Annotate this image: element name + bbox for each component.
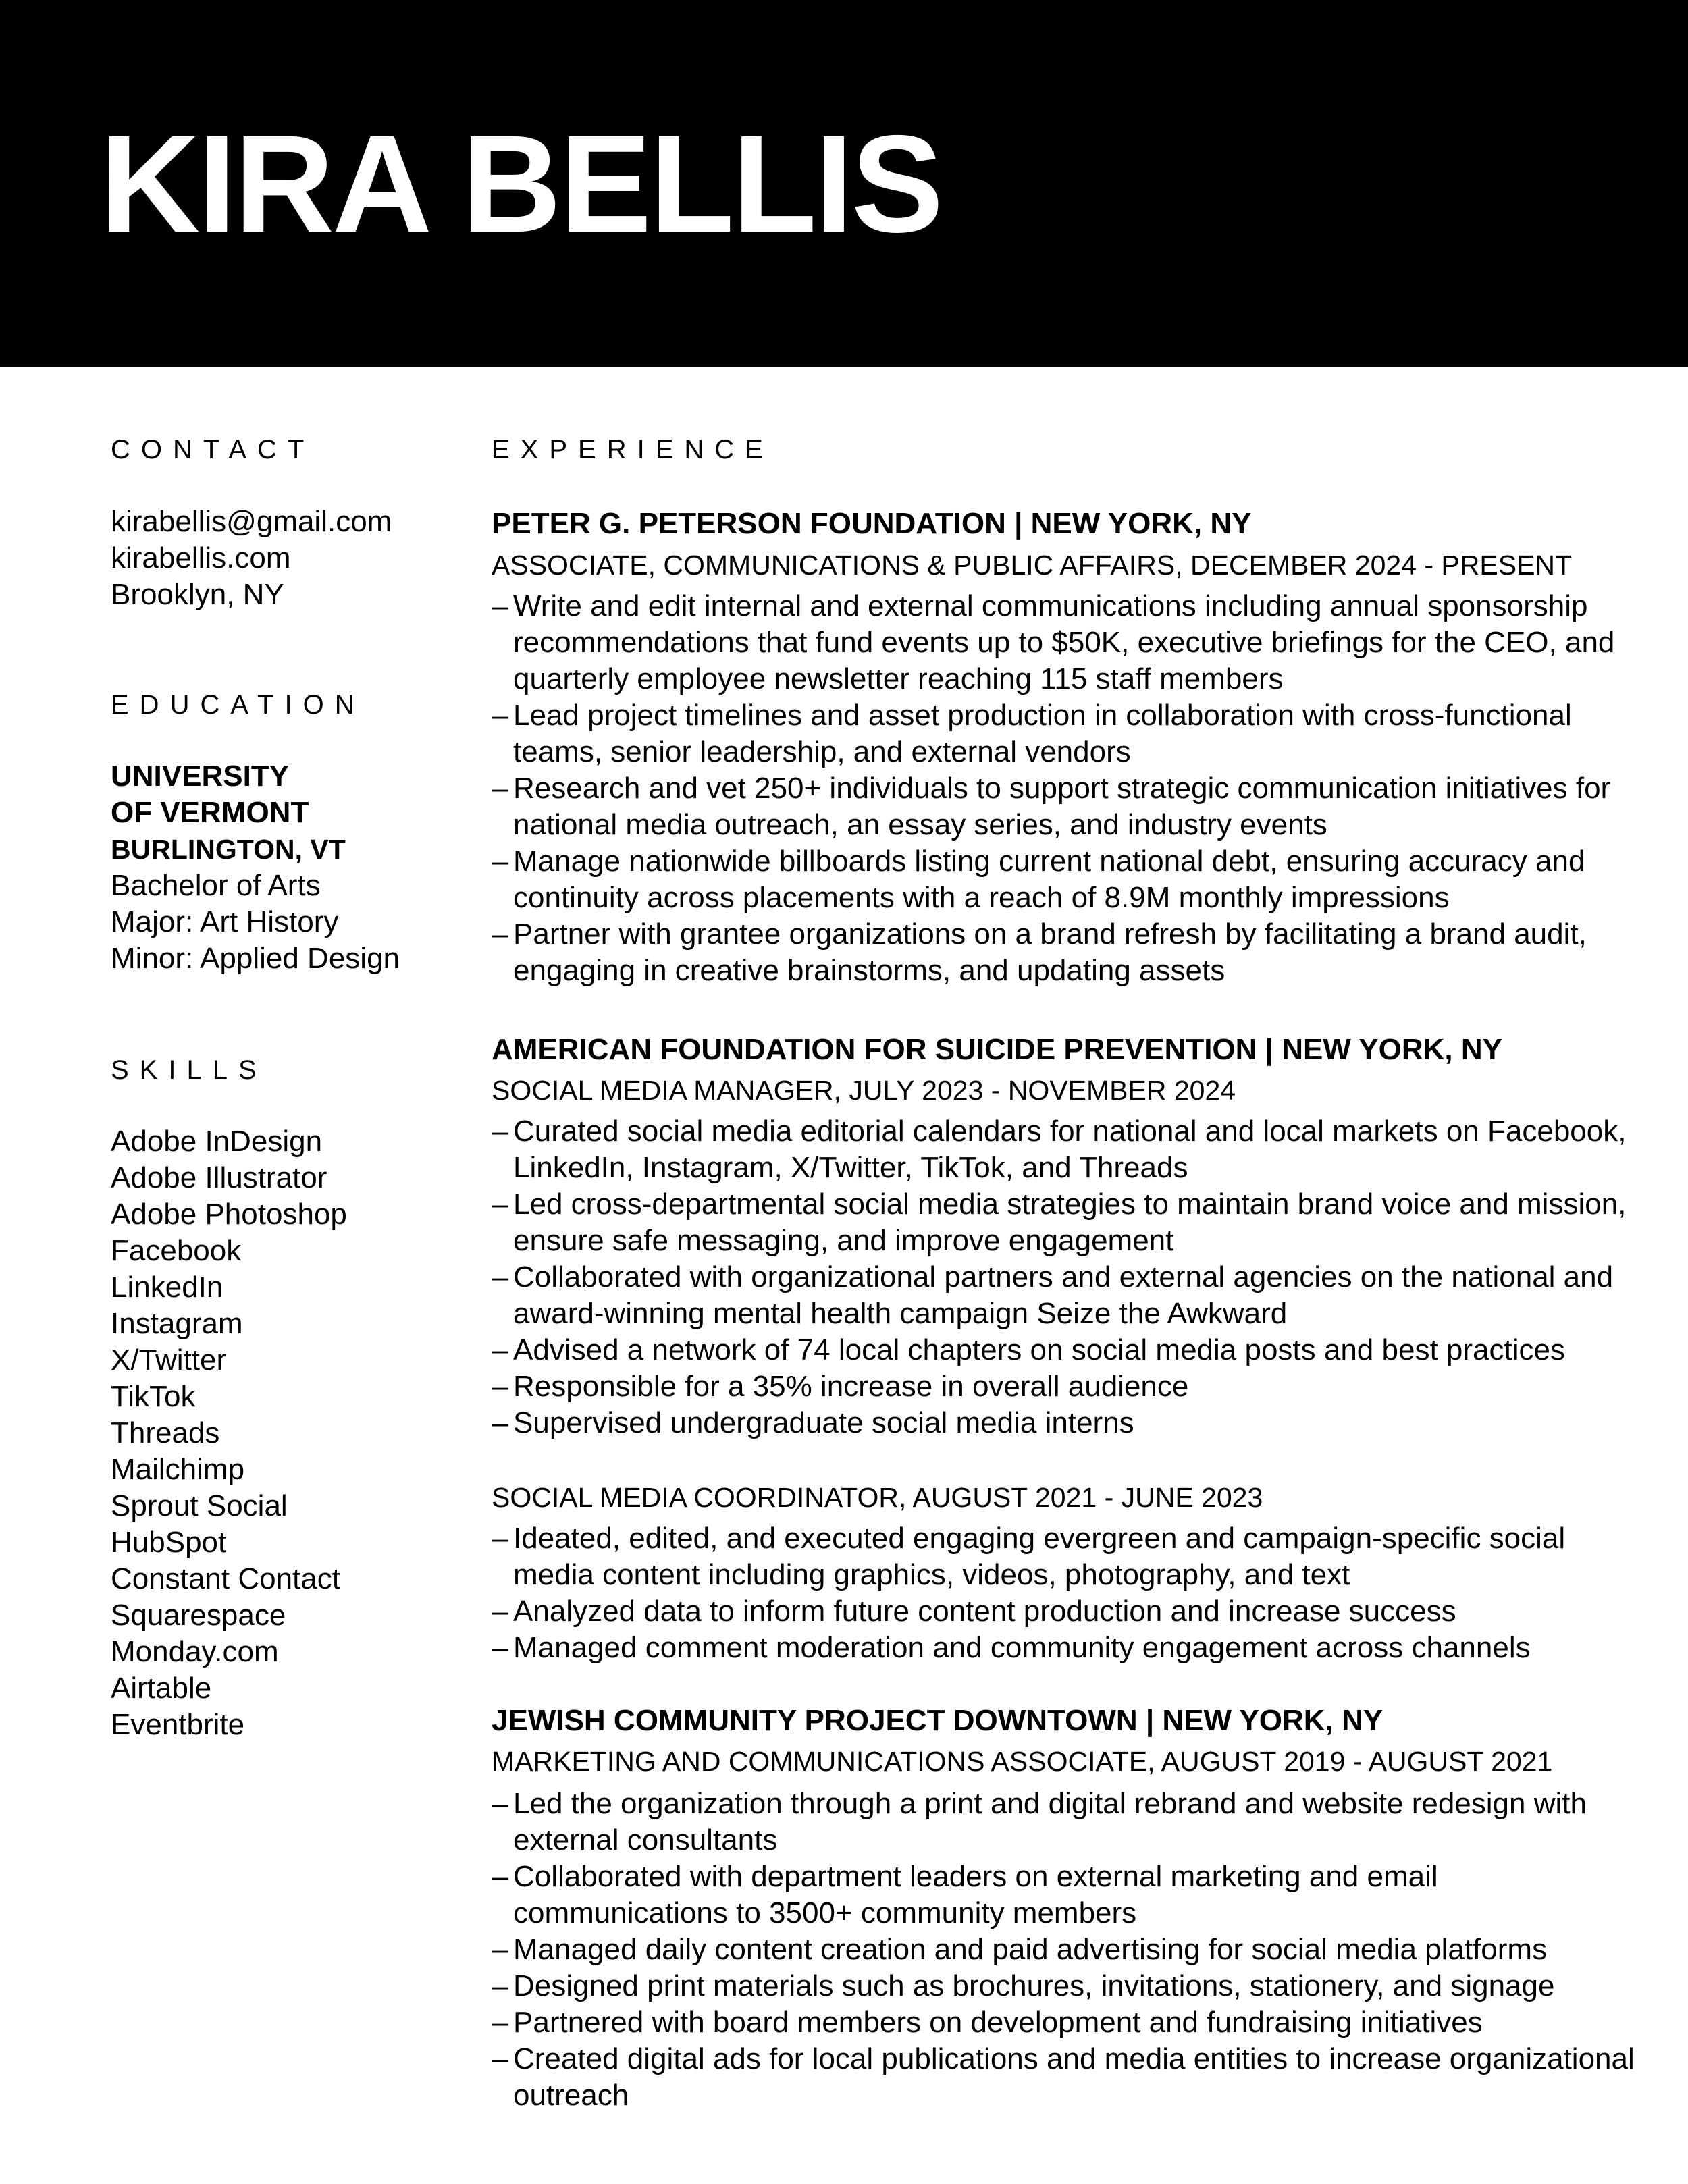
contact-section — [111, 504, 462, 613]
skill-item: Squarespace — [111, 1599, 286, 1632]
job-org: PETER G. PETERSON FOUNDATION | NEW YORK, NY — [492, 507, 1252, 540]
list-item: – Research and vet 250+ individuals to support strategic communication initiatives for national media outreach, an essay series, and industry events — [492, 770, 1639, 843]
job-role: MARKETING AND COMMUNICATIONS ASSOCIATE, AUGUST 2019 - AUGUST 2021 — [492, 1746, 1553, 1777]
skill-item: Eventbrite — [111, 1708, 245, 1741]
contact-email[interactable]: kirabellis@gmail.com — [111, 505, 392, 538]
list-item: – Designed print materials such as brochures, invitations, stationery, and signage — [492, 1968, 1639, 2004]
job-role: ASSOCIATE, COMMUNICATIONS & PUBLIC AFFAIRS, DECEMBER 2024 - PRESENT — [492, 550, 1573, 581]
list-item: – Ideated, edited, and executed engaging evergreen and campaign-specific social media content including graphics, videos, photography, and text — [492, 1520, 1639, 1593]
skill-item: HubSpot — [111, 1526, 227, 1559]
contact-location: Brooklyn, NY — [111, 578, 284, 611]
job-bullets — [492, 1113, 1639, 1441]
skill-item: Mailchimp — [111, 1453, 245, 1486]
skill-item: Airtable — [111, 1672, 212, 1705]
candidate-name: KIRA BELLIS — [100, 107, 942, 261]
list-item: – Collaborated with organizational partners and external agencies on the national and award-winning mental health campaign Seize the Awkward — [492, 1259, 1639, 1332]
school-city: BURLINGTON, VT — [111, 834, 346, 865]
job-role-secondary: SOCIAL MEDIA COORDINATOR, AUGUST 2021 - JUNE 2023 — [492, 1482, 1263, 1513]
list-item: – Led cross-departmental social media strategies to maintain brand voice and mission, ensure safe messaging, and improve engagement — [492, 1186, 1639, 1259]
list-item: – Analyzed data to inform future content production and increase success — [492, 1593, 1639, 1630]
job-bullets — [492, 588, 1639, 989]
list-item: – Partner with grantee organizations on a brand refresh by facilitating a brand audit, engaging in creative brainstorms, and updating assets — [492, 916, 1639, 989]
contact-website[interactable]: kirabellis.com — [111, 541, 291, 575]
list-item: – Manage nationwide billboards listing current national debt, ensuring accuracy and continuity across placements with a reach of 8.9M monthly impressions — [492, 843, 1639, 916]
experience-heading: EXPERIENCE — [492, 435, 774, 464]
header-banner — [0, 0, 1688, 367]
list-item: – Led the organization through a print and digital rebrand and website redesign with external consultants — [492, 1786, 1639, 1859]
list-item: – Curated social media editorial calendars for national and local markets on Facebook, LinkedIn, Instagram, X/Twitter, TikTok, and Threads — [492, 1113, 1639, 1186]
degree: Bachelor of Arts — [111, 869, 321, 902]
list-item: – Advised a network of 74 local chapters on social media posts and best practices — [492, 1332, 1639, 1368]
list-item: – Write and edit internal and external communications including annual sponsorship recommendations that fund events up to $50K, executive briefings for the CEO, and quarterly employee newsletter reaching 115 staff members — [492, 588, 1639, 697]
job-bullets-secondary — [492, 1520, 1639, 1666]
skill-item: Adobe Illustrator — [111, 1161, 327, 1194]
skill-item: LinkedIn — [111, 1271, 223, 1304]
school-name-line1: UNIVERSITY — [111, 760, 290, 793]
skill-item: Monday.com — [111, 1635, 279, 1668]
list-item: – Responsible for a 35% increase in overall audience — [492, 1368, 1639, 1405]
list-item: – Managed comment moderation and community engagement across channels — [492, 1630, 1639, 1666]
skill-item: Sprout Social — [111, 1489, 288, 1522]
education-heading: EDUCATION — [111, 690, 365, 720]
job-role: SOCIAL MEDIA MANAGER, JULY 2023 - NOVEMBER 2024 — [492, 1075, 1236, 1106]
skill-item: TikTok — [111, 1380, 196, 1413]
skill-item: X/Twitter — [111, 1343, 227, 1377]
job-bullets — [492, 1786, 1639, 2114]
skill-item: Adobe Photoshop — [111, 1198, 347, 1231]
list-item: – Managed daily content creation and paid advertising for social media platforms — [492, 1932, 1639, 1968]
skill-item: Adobe InDesign — [111, 1125, 323, 1158]
skill-item: Threads — [111, 1416, 220, 1449]
job-org: JEWISH COMMUNITY PROJECT DOWNTOWN | NEW YORK, NY — [492, 1704, 1383, 1737]
list-item: – Partnered with board members on development and fundraising initiatives — [492, 2004, 1639, 2041]
skill-item: Constant Contact — [111, 1562, 340, 1595]
skill-item: Instagram — [111, 1307, 243, 1340]
education-section — [111, 758, 462, 977]
school-name-line2: OF VERMONT — [111, 796, 309, 829]
list-item: – Lead project timelines and asset production in collaboration with cross-functional teams, senior leadership, and external vendors — [492, 697, 1639, 770]
skills-heading: SKILLS — [111, 1055, 267, 1085]
list-item: – Created digital ads for local publications and media entities to increase organizational outreach — [492, 2041, 1639, 2114]
minor: Minor: Applied Design — [111, 942, 400, 975]
job-org: AMERICAN FOUNDATION FOR SUICIDE PREVENTION | NEW YORK, NY — [492, 1033, 1502, 1066]
skills-list — [111, 1123, 462, 1743]
skill-item: Facebook — [111, 1234, 242, 1267]
list-item: – Collaborated with department leaders on external marketing and email communications to 3500+ community members — [492, 1859, 1639, 1932]
contact-heading: CONTACT — [111, 435, 315, 464]
major: Major: Art History — [111, 905, 339, 938]
list-item: – Supervised undergraduate social media interns — [492, 1405, 1639, 1441]
